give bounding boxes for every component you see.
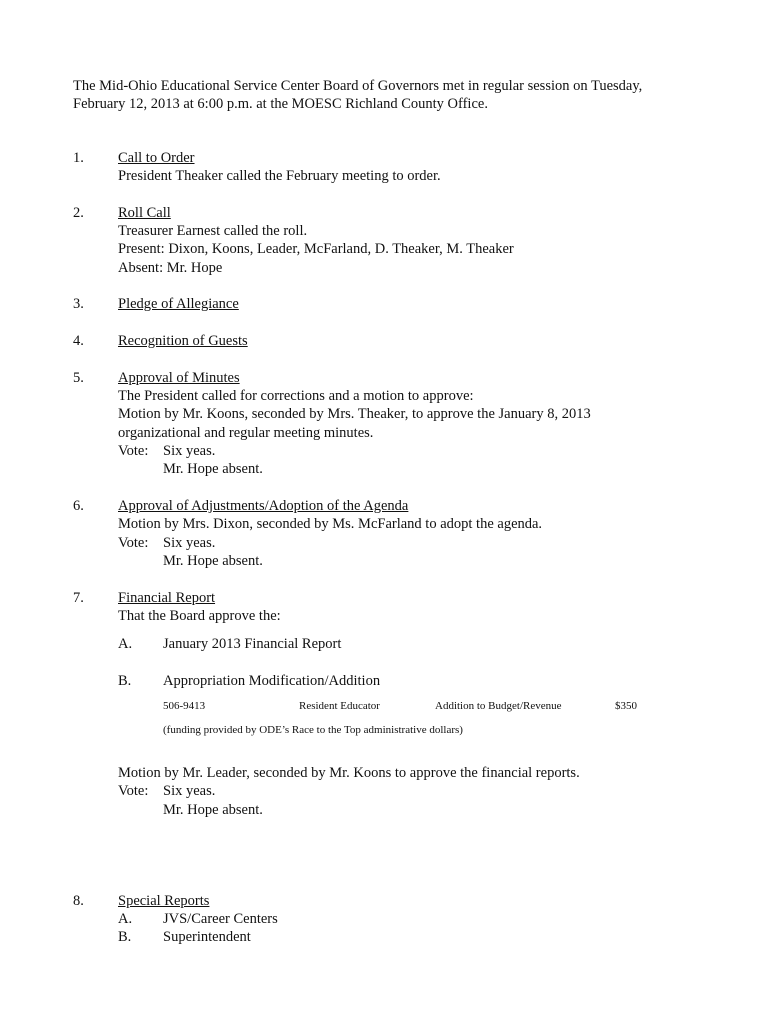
intro-line-2: February 12, 2013 at 6:00 p.m. at the MOESC Richland County Office. [73,96,488,112]
vote-label: Vote: [118,443,149,459]
item-number: 4. [73,333,84,349]
sub-letter: B. [118,673,132,689]
item-text: That the Board approve the: [118,608,281,624]
item-text-absent: Absent: Mr. Hope [118,260,223,276]
sub-letter: A. [118,636,133,652]
item-number: 5. [73,370,84,386]
item-title-financial-report: Financial Report [118,590,216,606]
vote-label: Vote: [118,783,149,799]
item-number: 3. [73,296,84,312]
item-text: Motion by Mrs. Dixon, seconded by Ms. McFarland to adopt the agenda. [118,516,543,532]
appropriation-amount: $350 [615,700,637,712]
item-text: President Theaker called the February meeting to order. [118,168,441,184]
sub-text: January 2013 Financial Report [163,636,342,652]
item-title-special-reports: Special Reports [118,893,210,909]
item-number: 6. [73,498,84,514]
vote-result: Six yeas. [163,783,216,799]
item-text-present: Present: Dixon, Koons, Leader, McFarland, D. Theaker, M. Theaker [118,241,514,257]
intro-line-1: The Mid-Ohio Educational Service Center Board of Governors met in regular session on Tuesday, [73,78,643,94]
vote-absent: Mr. Hope absent. [163,461,263,477]
sub-letter: A. [118,911,133,927]
vote-absent: Mr. Hope absent. [163,553,263,569]
appropriation-type: Addition to Budget/Revenue [435,700,562,712]
vote-result: Six yeas. [163,535,216,551]
sub-text: JVS/Career Centers [163,911,278,927]
item-text: The President called for corrections and a motion to approve: [118,388,474,404]
item-number: 7. [73,590,84,606]
item-title-agenda: Approval of Adjustments/Adoption of the Agenda [118,498,409,514]
item-number: 8. [73,893,84,909]
appropriation-account: 506-9413 [163,700,206,712]
vote-result: Six yeas. [163,443,216,459]
item-text-motion: Motion by Mr. Leader, seconded by Mr. Koons to approve the financial reports. [118,765,580,781]
appropriation-note: (funding provided by ODE’s Race to the Top administrative dollars) [163,724,463,736]
appropriation-description: Resident Educator [299,700,380,712]
item-text: Treasurer Earnest called the roll. [118,223,308,239]
item-number: 2. [73,205,84,221]
item-text: organizational and regular meeting minutes. [118,425,374,441]
sub-text: Superintendent [163,929,251,945]
vote-label: Vote: [118,535,149,551]
item-title-recognition: Recognition of Guests [118,333,248,349]
sub-letter: B. [118,929,132,945]
item-title-call-to-order: Call to Order [118,150,195,166]
item-title-approval-minutes: Approval of Minutes [118,370,240,386]
sub-text: Appropriation Modification/Addition [163,673,381,689]
item-number: 1. [73,150,84,166]
item-text: Motion by Mr. Koons, seconded by Mrs. Theaker, to approve the January 8, 2013 [118,406,591,422]
item-title-roll-call: Roll Call [118,205,171,221]
item-title-pledge: Pledge of Allegiance [118,296,239,312]
vote-absent: Mr. Hope absent. [163,802,263,818]
